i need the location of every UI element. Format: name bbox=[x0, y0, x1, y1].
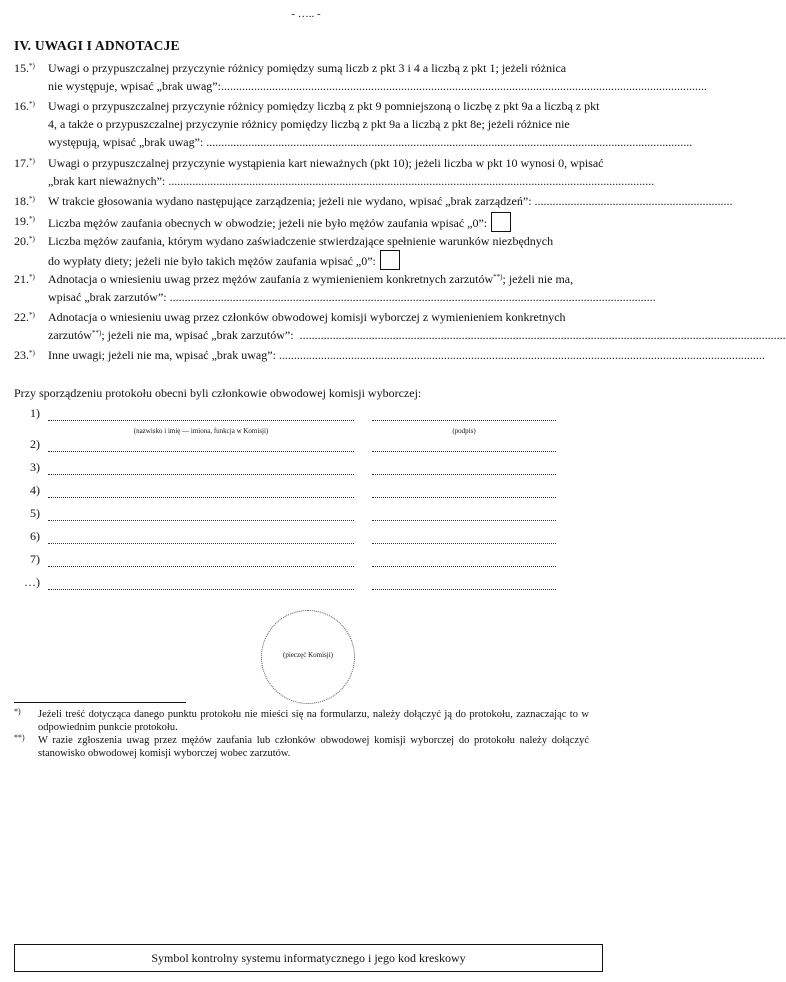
member-signature-field[interactable] bbox=[372, 543, 556, 544]
member-number: 4) bbox=[30, 483, 40, 497]
item-17-text: Uwagi o przypuszczalnej przyczynie wystąpienia kart nieważnych (pkt 10); jeżeli liczba w pkt 10 wynosi 0, wpisać „brak kart nieważnych”: .................................................................................................................................................................. bbox=[48, 156, 655, 188]
item-number: 17.*) bbox=[14, 156, 35, 170]
member-name-field[interactable] bbox=[48, 520, 354, 521]
footnote-2: W razie zgłoszenia uwag przez mężów zaufania lub członków obwodowej komisji wyborczej do protokołu należy dołączyć stanowisko obwodowej komisji wyborczej wobec zarzutów. bbox=[38, 735, 589, 759]
item-number: 20.*) bbox=[14, 234, 35, 248]
item-number: 16.*) bbox=[14, 99, 35, 113]
footnote-rule bbox=[14, 702, 186, 703]
member-number: 2) bbox=[30, 437, 40, 451]
item-number: 18.*) bbox=[14, 194, 35, 208]
seal-label: (pieczęć Komisji) bbox=[283, 651, 333, 659]
item-23-text: Inne uwagi; jeżeli nie ma, wpisać „brak uwag”: .................................................................................................................................................................. bbox=[48, 348, 765, 362]
member-signature-field[interactable] bbox=[372, 420, 556, 421]
commission-seal bbox=[261, 610, 355, 704]
member-name-field[interactable] bbox=[48, 543, 354, 544]
footnote-mark: **) bbox=[14, 733, 25, 742]
member-number: …) bbox=[24, 575, 40, 589]
name-caption: (nazwisko i imię — imiona, funkcja w Komisji) bbox=[133, 427, 269, 435]
control-symbol-label: Symbol kontrolny systemu informatycznego i jego kod kreskowy bbox=[151, 951, 466, 965]
member-number: 1) bbox=[30, 406, 40, 420]
member-signature-field[interactable] bbox=[372, 566, 556, 567]
item-15-text: Uwagi o przypuszczalnej przyczynie różnicy pomiędzy sumą liczb z pkt 3 i 4 a liczbą z pkt 1; jeżeli różnica nie występuje, wpisać „brak uwag”:.................................................................................................................................................................. bbox=[48, 61, 707, 93]
member-number: 7) bbox=[30, 552, 40, 566]
member-number: 6) bbox=[30, 529, 40, 543]
member-signature-field[interactable] bbox=[372, 497, 556, 498]
item-number: 15.*) bbox=[14, 61, 35, 75]
item-number: 21.*) bbox=[14, 272, 35, 286]
presence-text: Przy sporządzeniu protokołu obecni byli członkowie obwodowej komisji wyborczej: bbox=[14, 386, 422, 400]
member-name-field[interactable] bbox=[48, 566, 354, 567]
item-19-text: Liczba mężów zaufania obecnych w obwodzie; jeżeli nie było mężów zaufania wpisać „0”: bbox=[48, 212, 589, 232]
item-20-text: Liczba mężów zaufania, którym wydano zaświadczenie stwierdzające spełnienie warunków niezbędnych do wypłaty diety; jeżeli nie było takich mężów zaufania wpisać „0”: bbox=[48, 234, 554, 268]
footnote-mark: *) bbox=[14, 707, 21, 716]
count-box[interactable] bbox=[380, 250, 400, 270]
item-18-text: W trakcie głosowania wydano następujące zarządzenia; jeżeli nie wydano, wpisać „brak zarządzeń”: .................................................................. bbox=[48, 194, 733, 208]
item-22-text: Adnotacja o wniesieniu uwag przez członków obwodowej komisji wyborczej z wymienieniem konkretnych zarzutów**); jeżeli nie ma, wpisać „brak zarzutów”: .................................................................................................................................................................. bbox=[48, 310, 786, 342]
item-16-text: Uwagi o przypuszczalnej przyczynie różnicy pomiędzy liczbą z pkt 9 pomniejszoną o liczbę z pkt 9a a liczbą z pkt 4, a także o przypuszczalnej przyczynie różnicy pomiędzy liczbą z pkt 9a a liczbą z pkt 8e; jeżeli różnice nie występują, wpisać „brak uwag”: .................................................................................................................................................................. bbox=[48, 99, 693, 149]
member-name-field[interactable] bbox=[48, 420, 354, 421]
footnote-1: Jeżeli treść dotycząca danego punktu protokołu nie mieści się na formularzu, należy dołączyć ją do protokołu, zaznaczając to w odpowiednim punkcie protokołu. bbox=[38, 709, 589, 733]
member-signature-field[interactable] bbox=[372, 451, 556, 452]
count-box[interactable] bbox=[491, 212, 511, 232]
member-name-field[interactable] bbox=[48, 451, 354, 452]
member-number: 3) bbox=[30, 460, 40, 474]
page-number: - ….. - bbox=[291, 8, 321, 20]
item-number: 19.*) bbox=[14, 214, 35, 228]
member-name-field[interactable] bbox=[48, 589, 354, 590]
member-name-field[interactable] bbox=[48, 474, 354, 475]
section-title: IV. UWAGI I ADNOTACJE bbox=[14, 38, 180, 53]
member-number: 5) bbox=[30, 506, 40, 520]
member-signature-field[interactable] bbox=[372, 589, 556, 590]
item-number: 23.*) bbox=[14, 348, 35, 362]
control-symbol-box bbox=[14, 944, 603, 972]
member-signature-field[interactable] bbox=[372, 520, 556, 521]
item-21-text: Adnotacja o wniesieniu uwag przez mężów zaufania z wymienieniem konkretnych zarzutów**); jeżeli nie ma, wpisać „brak zarzutów”: .................................................................................................................................................................. bbox=[48, 272, 656, 304]
member-signature-field[interactable] bbox=[372, 474, 556, 475]
item-number: 22.*) bbox=[14, 310, 35, 324]
member-name-field[interactable] bbox=[48, 497, 354, 498]
signature-caption: (podpis) bbox=[452, 427, 476, 435]
